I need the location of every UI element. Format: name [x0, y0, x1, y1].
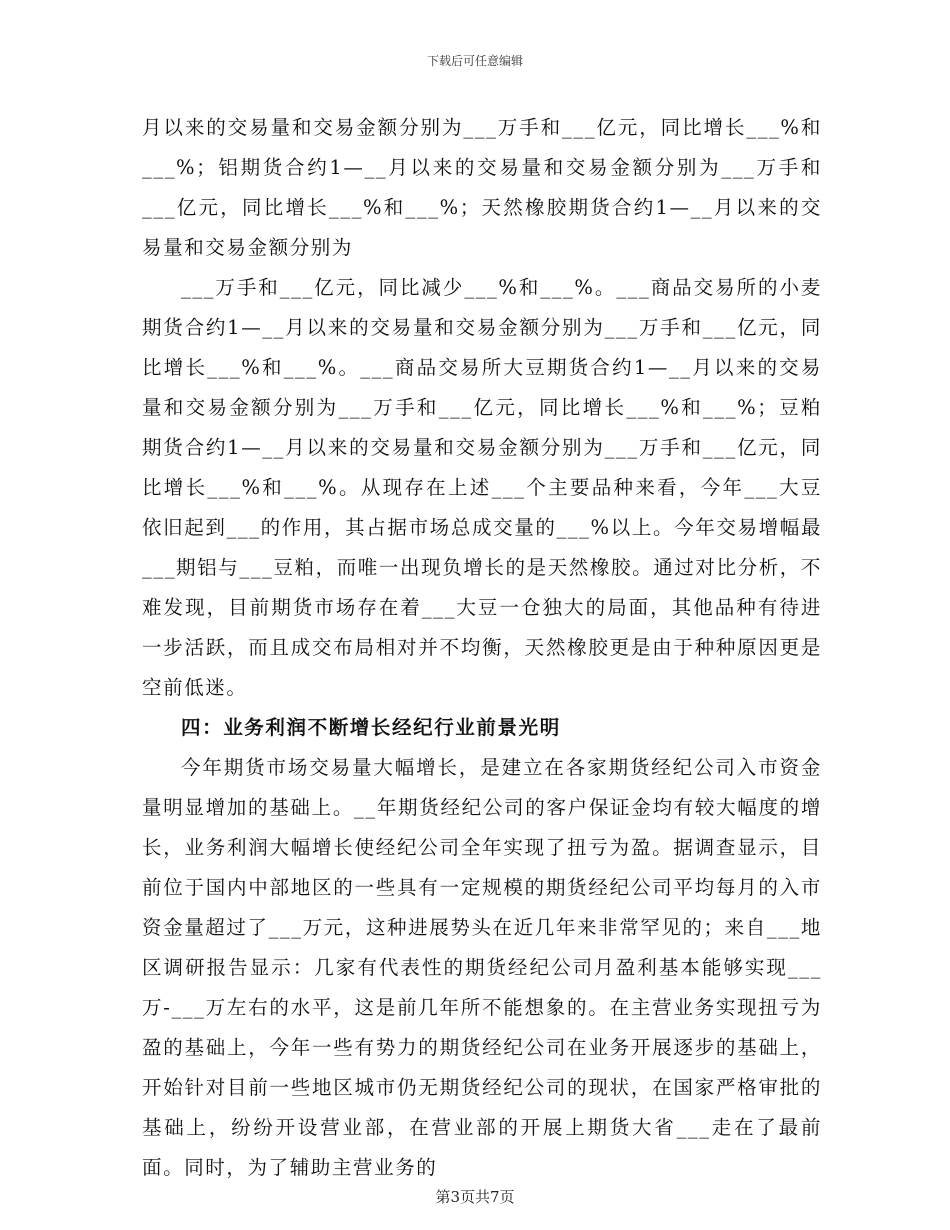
document-body — [142, 108, 822, 1188]
paragraph-brokerage-profits: 今年期货市场交易量大幅增长，是建立在各家期货经纪公司入市资金量明显增加的基础上。__年期货经纪公司的客户保证金均有较大幅度的增长，业务利润大幅增长使经纪公司全年实现了扭亏为盈。据调查显示，目前位于国内中部地区的一些具有一定规模的期货经纪公司平均每月的入市资金量超过了___万元，这种进展势头在近几年来非常罕见的；来自___地区调研报告显示：几家有代表性的期货经纪公司月盈利基本能够实现___万-___万左右的水平，这是前几年所不能想象的。在主营业务实现扭亏为盈的基础上，今年一些有势力的期货经纪公司在业务开展逐步的基础上，开始针对目前一些地区城市仍无期货经纪公司的现状，在国家严格审批的基础上，纷纷开设营业部，在营业部的开展上期货大省___走在了最前面。同时，为了辅助主营业务的 — [142, 756, 823, 1179]
paragraph-commodity-exchange-stats: ___万手和___亿元，同比减少___%和___%。___商品交易所的小麦期货合约1—__月以来的交易量和交易金额分别为___万手和___亿元，同比增长___%和___%。___商品交易所大豆期货合约1—__月以来的交易量和交易金额分别为___万手和___亿元，同比增长___%和___%；豆粕期货合约1—__月以来的交易量和交易金额分别为___万手和___亿元，同比增长___%和___%。从现存在上述___个主要品种来看，今年___大豆依旧起到___的作用，其占据市场总成交量的___%以上。今年交易增幅最___期铝与___豆粕，而唯一出现负增长的是天然橡胶。通过对比分析，不难发现，目前期货市场存在着___大豆一仓独大的局面，其他品种有待进一步活跃，而且成交布局相对并不均衡，天然橡胶更是由于种种原因更是空前低迷。 — [142, 276, 823, 699]
paragraph-trading-volume-continued: 月以来的交易量和交易金额分别为___万手和___亿元，同比增长___%和___%；铝期货合约1—__月以来的交易量和交易金额分别为___万手和___亿元，同比增长___%和___%；天然橡胶期货合约1—__月以来的交易量和交易金额分别为 — [142, 116, 822, 259]
page-number-footer: 第3页共7页 — [435, 1188, 515, 1206]
section-heading-4: 四：业务利润不断增长经纪行业前景光明 — [181, 716, 561, 739]
page-header-note: 下载后可任意编辑 — [426, 54, 523, 68]
